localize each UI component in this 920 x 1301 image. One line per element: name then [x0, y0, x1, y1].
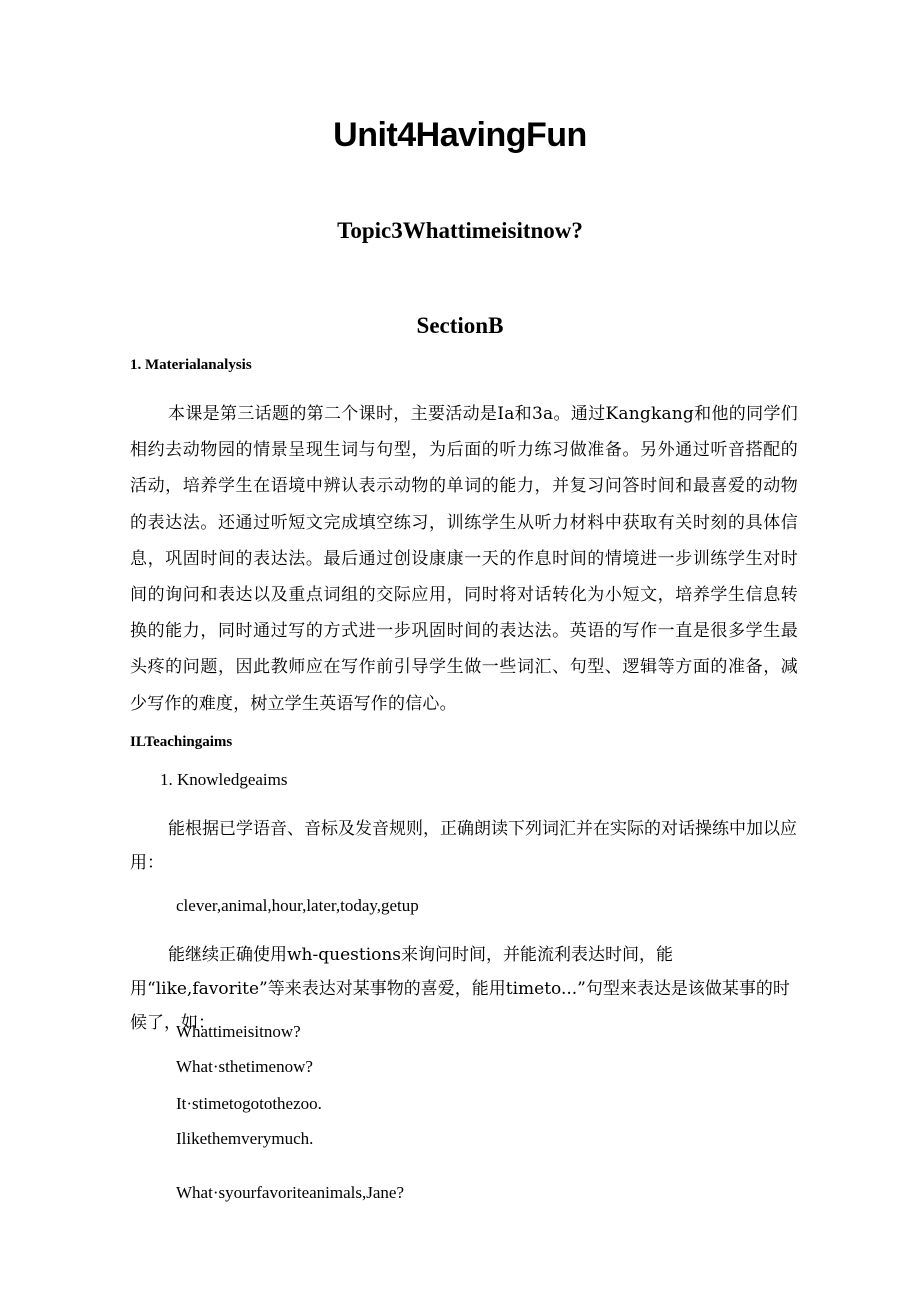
- knowledge-paragraph-2: 能继续正确使用wh-questions来询问时间，并能流利表达时间，能用“like,favorite”等来表达对某事物的喜爱，能用timeto...”句型来表达是该做某事的时候了，如：: [130, 945, 790, 1033]
- example-sentence: What·sthetimenow?: [176, 1057, 313, 1076]
- knowledge-aims-heading: 1. Knowledgeaims: [160, 770, 288, 789]
- example-sentence: It·stimetogotothezoo.: [176, 1094, 322, 1113]
- material-analysis-heading: 1. Materialanalysis: [130, 357, 252, 373]
- example-sentence: Whattimeisitnow?: [176, 1022, 301, 1041]
- section-title: SectionB: [416, 313, 504, 338]
- vocabulary-list: clever,animal,hour,later,today,getup: [176, 896, 419, 915]
- topic-title: Topic3Whattimeisitnow?: [337, 218, 583, 243]
- teaching-aims-heading: ILTeachingaims: [130, 734, 233, 750]
- unit-title: Unit4HavingFun: [333, 116, 587, 154]
- material-analysis-paragraph: 本课是第三话题的第二个课时，主要活动是Ia和3a。通过Kangkang和他的同学们相约去动物园的情景呈现生词与句型，为后面的听力练习做准备。另外通过听音搭配的活动，培养学生在语境中辨认表示动物的单词的能力，并复习问答时间和最喜爱的动物的表达法。还通过听短文完成填空练习，训练学生从听力材料中获取有关时刻的具体信息，巩固时间的表达法。最后通过创设康康一天的作息时间的情境进一步训练学生对时间的询问和表达以及重点词组的交际应用，同时将对话转化为小短文，培养学生信息转换的能力，同时通过写的方式进一步巩固时间的表达法。英语的写作一直是很多学生最头疼的问题，因此教师应在写作前引导学生做一些词汇、句型、逻辑等方面的准备，减少写作的难度，树立学生英语写作的信心。: [130, 404, 798, 714]
- knowledge-paragraph-1: 能根据已学语音、音标及发音规则，正确朗读下列词汇并在实际的对话操练中加以应用：: [130, 819, 797, 873]
- example-sentence: Ilikethemverymuch.: [176, 1129, 314, 1148]
- example-sentence-last: What·syourfavoriteanimals,Jane?: [176, 1183, 404, 1202]
